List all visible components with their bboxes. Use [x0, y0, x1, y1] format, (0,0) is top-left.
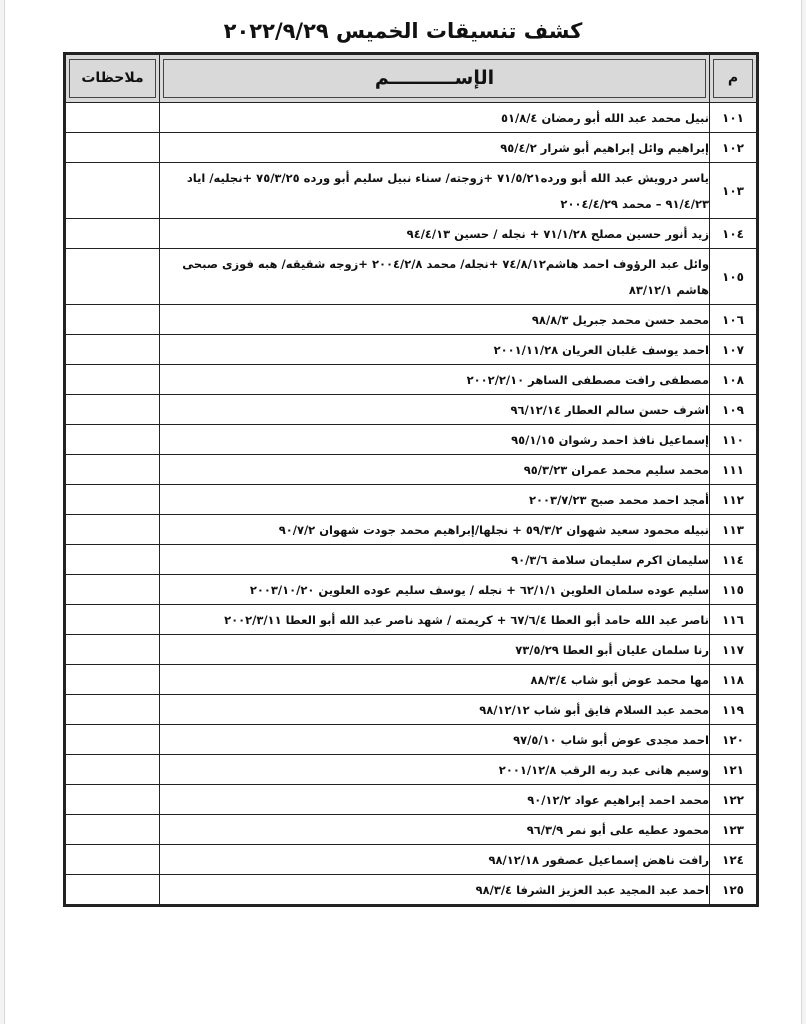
table-row — [65, 815, 758, 845]
row-number: ١١٠ — [710, 425, 758, 455]
row-notes — [65, 755, 160, 785]
row-notes — [65, 455, 160, 485]
table-row — [65, 875, 758, 906]
row-number: ١٠٣ — [710, 163, 758, 219]
row-number: ١٠٨ — [710, 365, 758, 395]
row-notes — [65, 163, 160, 219]
row-number: ١٢١ — [710, 755, 758, 785]
table-row — [65, 455, 758, 485]
row-name: نبيله محمود سعيد شهوان ٥٩/٣/٢ + نجلها/إبراهيم محمد جودت شهوان ٩٠/٧/٢ — [160, 515, 710, 545]
document-page — [4, 0, 802, 1024]
row-notes — [65, 845, 160, 875]
row-number: ١٢٤ — [710, 845, 758, 875]
row-name: اشرف حسن سالم العطار ٩٦/١٢/١٤ — [160, 395, 710, 425]
row-number: ١١٤ — [710, 545, 758, 575]
table-row — [65, 163, 758, 219]
row-number: ١٢٣ — [710, 815, 758, 845]
header-number — [710, 54, 758, 103]
row-notes — [65, 485, 160, 515]
row-number: ١٢٢ — [710, 785, 758, 815]
row-notes — [65, 545, 160, 575]
row-number: ١٢٠ — [710, 725, 758, 755]
row-notes — [65, 305, 160, 335]
row-name: محمد سليم محمد عمران ٩٥/٣/٢٣ — [160, 455, 710, 485]
table-row — [65, 425, 758, 455]
table-row — [65, 695, 758, 725]
table-row — [65, 545, 758, 575]
row-notes — [65, 103, 160, 133]
table-row — [65, 575, 758, 605]
row-name: احمد عبد المجيد عبد العزيز الشرفا ٩٨/٣/٤ — [160, 875, 710, 906]
row-notes — [65, 605, 160, 635]
row-number: ١٠٩ — [710, 395, 758, 425]
table-row — [65, 103, 758, 133]
table-row — [65, 785, 758, 815]
row-notes — [65, 425, 160, 455]
table-row — [65, 665, 758, 695]
row-number: ١١٨ — [710, 665, 758, 695]
row-name: نبيل محمد عبد الله أبو رمضان ٥١/٨/٤ — [160, 103, 710, 133]
table-row — [65, 485, 758, 515]
row-number: ١١٣ — [710, 515, 758, 545]
row-name: وسيم هانى عبد ربه الرقب ٢٠٠١/١٢/٨ — [160, 755, 710, 785]
table-row — [65, 219, 758, 249]
table-row — [65, 365, 758, 395]
row-name: أمجد احمد محمد صبح ٢٠٠٣/٧/٢٣ — [160, 485, 710, 515]
row-number: ١٢٥ — [710, 875, 758, 906]
row-notes — [65, 815, 160, 845]
row-notes — [65, 395, 160, 425]
table-row — [65, 755, 758, 785]
row-notes — [65, 249, 160, 305]
row-number: ١١٥ — [710, 575, 758, 605]
row-name: زيد أنور حسين مصلح ٧١/١/٢٨ + نجله / حسين ٩٤/٤/١٣ — [160, 219, 710, 249]
table-row — [65, 605, 758, 635]
row-name: محمود عطيه على أبو نمر ٩٦/٣/٩ — [160, 815, 710, 845]
row-number: ١٠٧ — [710, 335, 758, 365]
table-body — [65, 103, 758, 906]
row-name: مها محمد عوض أبو شاب ٨٨/٣/٤ — [160, 665, 710, 695]
row-name: رافت ناهض إسماعيل عصفور ٩٨/١٢/١٨ — [160, 845, 710, 875]
row-notes — [65, 219, 160, 249]
row-number: ١١١ — [710, 455, 758, 485]
header-number-label: م — [713, 59, 753, 98]
row-name: ياسر درويش عبد الله أبو ورده٧١/٥/٢١ +زوجته/ سناء نبيل سليم أبو ورده ٧٥/٣/٢٥ +نجليه/ اياد ٩١/٤/٢٣ – محمد ٢٠٠٤/٤/٢٩ — [160, 163, 710, 219]
table-row — [65, 635, 758, 665]
row-number: ١١٦ — [710, 605, 758, 635]
row-name: مصطفى رافت مصطفى الساهر ٢٠٠٢/٢/١٠ — [160, 365, 710, 395]
row-name: سليمان اكرم سليمان سلامة ٩٠/٣/٦ — [160, 545, 710, 575]
header-notes — [65, 54, 160, 103]
row-notes — [65, 785, 160, 815]
row-notes — [65, 575, 160, 605]
row-notes — [65, 335, 160, 365]
table-row — [65, 515, 758, 545]
row-number: ١١٧ — [710, 635, 758, 665]
table-header-row — [65, 54, 758, 103]
row-number: ١٠١ — [710, 103, 758, 133]
row-number: ١١٢ — [710, 485, 758, 515]
row-name: إسماعيل نافذ احمد رشوان ٩٥/١/١٥ — [160, 425, 710, 455]
row-number: ١١٩ — [710, 695, 758, 725]
table-row — [65, 395, 758, 425]
row-number: ١٠٤ — [710, 219, 758, 249]
row-notes — [65, 133, 160, 163]
table-row — [65, 335, 758, 365]
table-row — [65, 249, 758, 305]
row-name: محمد احمد إبراهيم عواد ٩٠/١٢/٢ — [160, 785, 710, 815]
row-name: إبراهيم وائل إبراهيم أبو شرار ٩٥/٤/٢ — [160, 133, 710, 163]
row-notes — [65, 875, 160, 906]
row-notes — [65, 635, 160, 665]
header-name-label: الإســــــــــم — [163, 59, 706, 98]
table-row — [65, 725, 758, 755]
row-name: وائل عبد الرؤوف احمد هاشم٧٤/٨/١٢ +نجله/ محمد ٢٠٠٤/٢/٨ +زوجه شقيقه/ هبه فوزى صبحى هاشم ٨٣/١٢/١ — [160, 249, 710, 305]
roster-table — [63, 52, 759, 907]
row-name: ناصر عبد الله حامد أبو العطا ٦٧/٦/٤ + كريمته / شهد ناصر عبد الله أبو العطا ٢٠٠٢/٣/١١ — [160, 605, 710, 635]
table-row — [65, 305, 758, 335]
row-number: ١٠٦ — [710, 305, 758, 335]
row-notes — [65, 725, 160, 755]
table-row — [65, 133, 758, 163]
row-notes — [65, 365, 160, 395]
header-name — [160, 54, 710, 103]
row-name: محمد عبد السلام فايق أبو شاب ٩٨/١٢/١٢ — [160, 695, 710, 725]
row-name: محمد حسن محمد جبريل ٩٨/٨/٣ — [160, 305, 710, 335]
row-number: ١٠٥ — [710, 249, 758, 305]
row-notes — [65, 665, 160, 695]
header-notes-label: ملاحظات — [69, 59, 156, 98]
row-notes — [65, 515, 160, 545]
page-title: كشف تنسيقات الخميس ٢٠٢٢/٩/٢٩ — [223, 19, 583, 43]
row-number: ١٠٢ — [710, 133, 758, 163]
row-name: احمد يوسف غلبان العريان ٢٠٠١/١١/٢٨ — [160, 335, 710, 365]
row-name: سليم عوده سلمان العلوين ٦٢/١/١ + نجله / يوسف سليم عوده العلوين ٢٠٠٣/١٠/٢٠ — [160, 575, 710, 605]
row-name: احمد مجدى عوض أبو شاب ٩٧/٥/١٠ — [160, 725, 710, 755]
row-notes — [65, 695, 160, 725]
table-row — [65, 845, 758, 875]
row-name: رنا سلمان عليان أبو العطا ٧٣/٥/٢٩ — [160, 635, 710, 665]
